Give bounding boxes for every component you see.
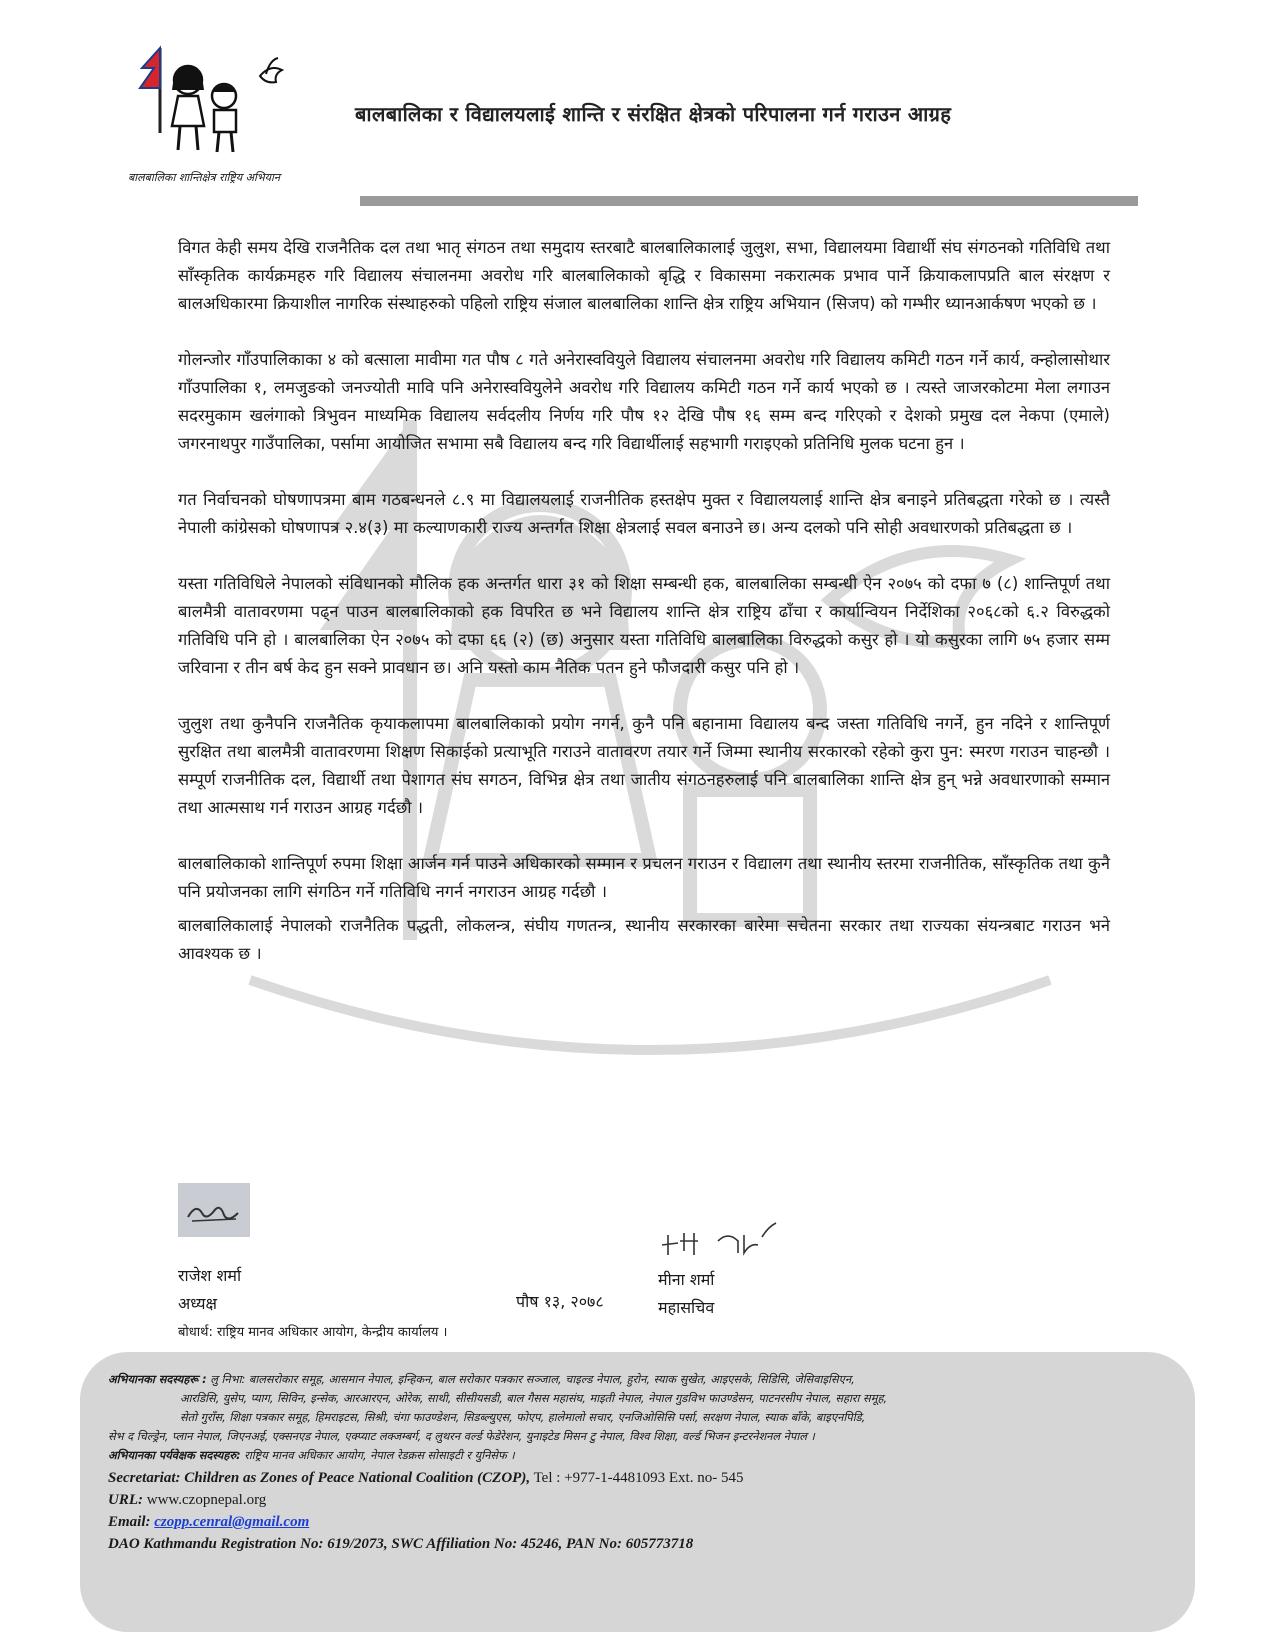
signatory-right-title: महासचिव bbox=[658, 1298, 715, 1317]
email-label: Email: bbox=[108, 1514, 151, 1530]
signatory-right-name: मीना शर्मा bbox=[658, 1270, 715, 1289]
signatory-left bbox=[178, 1262, 241, 1318]
email-line bbox=[108, 1511, 1165, 1533]
paragraph-4: यस्ता गतिविधिले नेपालको संविधानको मौलिक हक अन्तर्गत धारा ३१ को शिक्षा सम्बन्धी हक, बालबालिका सम्बन्धी ऐन २०७५ को दफा ७ (८) शान्तिपूर्ण तथा बालमैत्री वातावरणमा पढ्न पाउन बालबालिकाको हक विपरित छ भने विद्यालय शान्ति क्षेत्र राष्ट्रिय ढाँचा र कार्यान्वियन निर्देशिका २०६८को ६.२ विरुद्धको गतिविधि पनि हो । बालबालिका ऐन २०७५ को दफा ६६ (२) (छ) अनुसार यस्ता गतिविधि बालबालिका विरुद्धको कसुर हो । यो कसुरका लागि ७५ हजार सम्म जरिवाना र तीन बर्ष केद हुन सक्ने प्रावधान छ। अनि यस्तो काम नैतिक पतन हुने फौजदारी कसुर पनि हो । bbox=[178, 574, 1110, 677]
paragraph-3: गत निर्वाचनको घोषणापत्रमा बाम गठबन्धनले ८.९ मा विद्यालयलाई राजनीतिक हस्तक्षेप मुक्त र विद्यालयलाई शान्ति क्षेत्र बनाइने प्रतिबद्धता गरेको छ । त्यस्तै नेपाली कांग्रेसको घोषणापत्र २.४(३) मा कल्याणकारी राज्य अन्तर्गत शिक्षा क्षेत्रलाई सवल बनाउने छ। अन्य दलको पनि सोही अवधारणको प्रतिबद्धता छ । bbox=[178, 490, 1110, 537]
contact-info bbox=[108, 1467, 1165, 1555]
signature-image-left bbox=[178, 1183, 250, 1237]
paragraph-6: बालबालिकाको शान्तिपूर्ण रुपमा शिक्षा आर्जन गर्न पाउने अधिकारको सम्मान र प्रचलन गराउन र विद्यालग तथा स्थानीय स्तरमा राजनीतिक, साँस्कृतिक तथा कुनै पनि प्रयोजनका लागि संगठिन गर्ने गतिविधि नगर्न नगराउन आग्रह गर्दछौ । bbox=[178, 854, 1110, 901]
logo-caption: बालबालिका शान्तिक्षेत्र राष्ट्रिय अभियान bbox=[128, 171, 280, 184]
signatory-right bbox=[658, 1266, 714, 1322]
members-line-3: सेतो गुराँस, शिक्षा पत्रकार समूह, हिमराइटस, सिश्री, चंगा फाउण्डेशन, सिडब्ल्युएस, फोएप, हालेमालो सचार, एनजिओसिसि पर्सा, सरक्षण नेपाल, स्याक बाँके, बाइएनपिडि, bbox=[180, 1411, 866, 1424]
signature-scribble-icon bbox=[178, 1183, 250, 1237]
registration-line bbox=[108, 1533, 1165, 1555]
paragraph-2: गोलन्जोर गाँउपालिकाका ४ को बत्साला मावीमा गत पौष ८ गते अनेरास्ववियुले विद्यालय संचालनमा अवरोध गरि विद्यालय कमिटी गठन गर्ने कार्य, क्न्होलासोथार गाँउपालिका १, लमजुङको जनज्योती मावि पनि अनेरास्ववियुलेने अवरोध गरि विद्यालय कमिटी गठन गर्ने कार्य भएको छ । त्यस्ते जाजरकोटमा मेला लगाउन सदरमुकाम खलंगाको त्रिभुवन माध्यमिक विद्यालय सर्वदलीय निर्णय गरि पौष १२ देखि पौष १६ सम्म बन्द गरिएको र देशको प्रमुख दल नेकपा (एमाले) जगरनाथपुर गाउँपालिका, पर्सामा आयोजित सभामा सबै विद्यालय बन्द गरि विद्यार्थीलाई सहभागी गराइएको प्रतिनिधि मुलक घटना हुन । bbox=[178, 350, 1110, 453]
paragraph-1: विगत केही समय देखि राजनैतिक दल तथा भातृ संगठन तथा समुदाय स्तरबाटै बालबालिकालाई जुलुश, सभा, विद्यालयमा विद्यार्थी संघ संगठनको गतिविधि तथा साँस्कृतिक कार्यक्रमहरु गरि विद्यालय संचालनमा अवरोध गरि बालबालिकाको बृद्धि र विकासमा नकरात्मक प्रभाव पार्ने क्रियाकलापप्रति बाल संरक्षण र बालअधिकारमा क्रियाशील नागरिक संस्थाहरुको पहिलो राष्ट्रिय संजाल बालबालिका शान्ति क्षेत्र राष्ट्रिय अभियान (सिजप) को गम्भीर ध्यानआर्कषण भएको छ । bbox=[178, 238, 1110, 313]
logo bbox=[110, 38, 320, 198]
letter-date: पौष १३, २०७८ bbox=[516, 1292, 604, 1311]
url-line bbox=[108, 1489, 1165, 1511]
members-line-1 bbox=[108, 1370, 1165, 1389]
header-divider bbox=[360, 196, 1138, 206]
signature-handwritten-right bbox=[658, 1215, 788, 1261]
members-line-4: सेभ द चिल्ड्रेन, प्लान नेपाल, जिएनअई, एक्सनएड नेपाल, एक्प्याट लक्जम्बर्ग, द लुथरन वर्ल्ड फेडेरेशन, युनाइटेड मिसन टु नेपाल, विश्व शिक्षा, वर्ल्ड भिजन इन्टरनेशनल नेपाल । bbox=[108, 1430, 815, 1443]
url-label: URL: bbox=[108, 1492, 143, 1508]
handwritten-signature-icon bbox=[658, 1215, 788, 1261]
signatory-left-name: राजेश शर्मा bbox=[178, 1266, 242, 1285]
members-label: अभियानका सदस्यहरू : bbox=[108, 1373, 207, 1386]
telephone: Tel : +977-1-4481093 Ext. no- 545 bbox=[533, 1470, 744, 1486]
website-link[interactable]: www.czopnepal.org bbox=[146, 1492, 267, 1508]
paragraph-5: जुलुश तथा कुनैपनि राजनैतिक कृयाकलापमा बालबालिकाको प्रयोग नगर्न, कुनै पनि बहानामा विद्यालय बन्द जस्ता गतिविधि नगर्ने, हुन नदिने र शान्तिपूर्ण सुरक्षित तथा बालमैत्री वातावरणमा शिक्षण सिकाईको प्रत्याभूति गराउने वातावरण तयार गर्ने जिम्मा स्थानीय सरकारको रहेको कुरा पुन: स्मरण गराउन चाहन्छौ । सम्पूर्ण राजनीतिक दल, विद्यार्थी तथा पेशागत संघ सगठन, विभिन्न क्षेत्र तथा जातीय संगठनहरुलाई पनि बालबालिका शान्ति क्षेत्र हुन् भन्ने अवधारणाको सम्मान तथा आत्मसाथ गर्न गराउन आग्रह गर्दछौ । bbox=[178, 714, 1110, 817]
email-link[interactable]: czopp.cenral@gmail.com bbox=[154, 1514, 310, 1530]
paragraph-7: बालबालिकालाई नेपालको राजनैतिक पद्धती, लोकलन्त्र, संघीय गणतन्त्र, स्थानीय सरकारका बारेमा सचेतना सरकार तथा राज्यका संयन्त्रबाट गराउन भने आवश्यक छ । bbox=[178, 916, 1110, 963]
signatory-left-title: अध्यक्ष bbox=[178, 1294, 217, 1313]
observer-members bbox=[108, 1446, 1165, 1465]
cc-note: बोधार्थ: राष्ट्रिय मानव अधिकार आयोग, केन्द्रीय कार्यालय । bbox=[178, 1325, 448, 1340]
members-line-1-text: लु निभा: बालसरोकार समूह, आसमान नेपाल, इन्हिकन, बाल सरोकार पत्रकार सञ्जाल, चाइल्ड नेपाल, हुरोन, स्याक सुखेत, आइएसके, सिडिसि, जेसिवाइसिएन, bbox=[210, 1373, 855, 1386]
registration-text: DAO Kathmandu Registration No: 619/2073, SWC Affiliation No: 45246, PAN No: 605773718 bbox=[108, 1536, 694, 1552]
secretariat-label: Secretariat: Children as Zones of Peace National Coalition (CZOP), bbox=[108, 1470, 531, 1486]
members-list bbox=[108, 1370, 1165, 1465]
members-line-2: आरडिसि, युसेप, प्याग, सिविन, इन्सेक, आरआरएन, ओरेक, साथी, सीसीयसडी, बाल गैसस महासंघ, माइती नेपाल, नेपाल गुडविभ फाउण्डेसन, पाटनरसीप नेपाल, सहारा समूह, bbox=[180, 1392, 888, 1405]
letter-body bbox=[178, 234, 1110, 996]
secretariat-line bbox=[108, 1467, 1165, 1489]
observer-text: राष्ट्रिय मानव अधिकार आयोग, नेपाल रेडक्रस सोसाइटी र युनिसेफ । bbox=[244, 1449, 515, 1462]
footer-panel bbox=[80, 1352, 1195, 1632]
children-peace-logo-icon bbox=[120, 38, 290, 168]
page-title: बालबालिका र विद्यालयलाई शान्ति र संरक्षित क्षेत्रको परिपालना गर्न गराउन आग्रह bbox=[355, 102, 952, 126]
observer-label: अभियानका पर्यवेक्षक सदस्यहरु: bbox=[108, 1449, 241, 1462]
